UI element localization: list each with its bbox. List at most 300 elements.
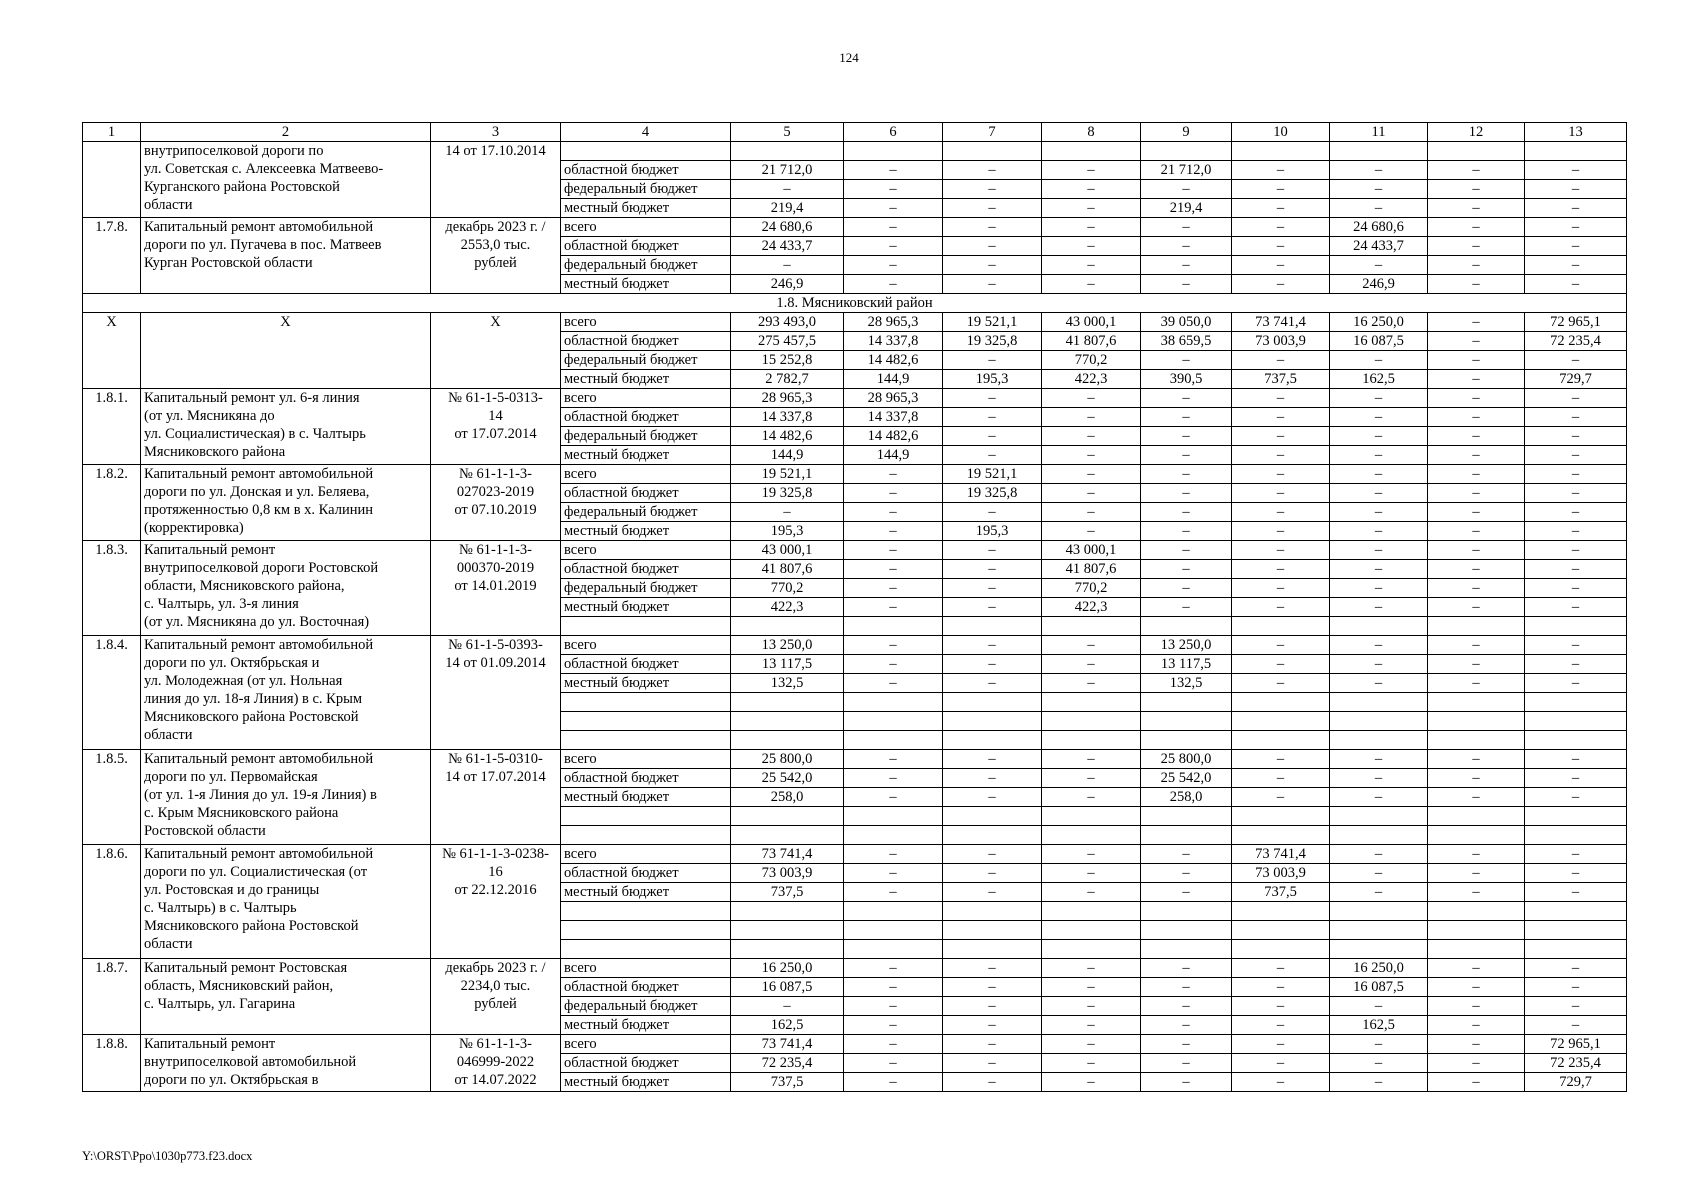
amount-cell: –	[1428, 522, 1525, 541]
amount-cell: 258,0	[731, 788, 844, 807]
amount-cell: –	[1330, 446, 1428, 465]
amount-cell: –	[1232, 655, 1330, 674]
amount-cell: –	[1330, 484, 1428, 503]
amount-cell	[1428, 940, 1525, 959]
amount-cell: –	[943, 1016, 1042, 1035]
amount-cell: –	[1525, 446, 1627, 465]
object-name-cell: Капитальный ремонт автомобильной дороги по ул. Октябрьская и ул. Молодежная (от ул. Нольная линия до ул. 18-я Линия) в с. Крым Мясниковского района Ростовской области	[141, 636, 431, 750]
document-cell: № 61-1-1-3- 027023-2019 от 07.10.2019	[431, 465, 561, 541]
amount-cell	[731, 617, 844, 636]
amount-cell	[731, 902, 844, 921]
amount-cell: 72 965,1	[1525, 1035, 1627, 1054]
amount-cell	[1525, 693, 1627, 712]
amount-cell: –	[943, 446, 1042, 465]
amount-cell: 19 325,8	[943, 332, 1042, 351]
amount-cell: 24 680,6	[1330, 218, 1428, 237]
amount-cell	[1141, 807, 1232, 826]
amount-cell: 19 521,1	[943, 313, 1042, 332]
amount-cell: –	[943, 408, 1042, 427]
budget-source-cell: федеральный бюджет	[561, 997, 731, 1016]
amount-cell: 14 482,6	[844, 351, 943, 370]
amount-cell: –	[1428, 465, 1525, 484]
object-name-cell: Капитальный ремонт внутрипоселковой автомобильной дороги по ул. Октябрьская в	[141, 1035, 431, 1092]
budget-source-cell: всего	[561, 541, 731, 560]
amount-cell	[1232, 940, 1330, 959]
amount-cell: –	[1330, 579, 1428, 598]
amount-cell: –	[844, 560, 943, 579]
amount-cell: –	[943, 389, 1042, 408]
amount-cell: –	[1141, 465, 1232, 484]
amount-cell	[844, 731, 943, 750]
amount-cell	[1428, 712, 1525, 731]
amount-cell: 195,3	[943, 522, 1042, 541]
header-cell: 12	[1428, 123, 1525, 142]
amount-cell: –	[1330, 256, 1428, 275]
amount-cell	[1428, 142, 1525, 161]
amount-cell: 25 542,0	[731, 769, 844, 788]
amount-cell: –	[943, 788, 1042, 807]
amount-cell: –	[1042, 636, 1141, 655]
budget-source-cell	[561, 921, 731, 940]
table-row	[83, 389, 1627, 408]
budget-source-cell: областной бюджет	[561, 332, 731, 351]
amount-cell: 737,5	[731, 883, 844, 902]
amount-cell: –	[1525, 750, 1627, 769]
header-row	[83, 123, 1627, 142]
amount-cell: –	[844, 1054, 943, 1073]
amount-cell: 275 457,5	[731, 332, 844, 351]
amount-cell: –	[1525, 427, 1627, 446]
amount-cell: 219,4	[1141, 199, 1232, 218]
budget-source-cell: местный бюджет	[561, 883, 731, 902]
amount-cell: –	[1428, 1035, 1525, 1054]
amount-cell	[1232, 693, 1330, 712]
amount-cell: 16 250,0	[1330, 313, 1428, 332]
budget-source-cell: федеральный бюджет	[561, 427, 731, 446]
budget-source-cell: федеральный бюджет	[561, 503, 731, 522]
amount-cell: –	[1525, 788, 1627, 807]
amount-cell: 2 782,7	[731, 370, 844, 389]
amount-cell: –	[1428, 883, 1525, 902]
amount-cell: 422,3	[1042, 598, 1141, 617]
amount-cell: –	[943, 579, 1042, 598]
amount-cell: 737,5	[731, 1073, 844, 1092]
amount-cell: 72 965,1	[1525, 313, 1627, 332]
row-number-cell: 1.8.6.	[83, 845, 141, 959]
amount-cell: –	[1141, 218, 1232, 237]
amount-cell: –	[1428, 332, 1525, 351]
row-number-cell: 1.8.8.	[83, 1035, 141, 1092]
amount-cell: –	[1428, 1016, 1525, 1035]
amount-cell: –	[844, 769, 943, 788]
amount-cell: 16 250,0	[731, 959, 844, 978]
amount-cell: –	[1141, 351, 1232, 370]
amount-cell: –	[1042, 845, 1141, 864]
amount-cell: –	[844, 484, 943, 503]
header-cell: 10	[1232, 123, 1330, 142]
amount-cell: –	[943, 199, 1042, 218]
amount-cell: –	[1042, 1035, 1141, 1054]
amount-cell	[943, 731, 1042, 750]
amount-cell: –	[844, 199, 943, 218]
amount-cell: –	[1042, 997, 1141, 1016]
amount-cell: –	[943, 769, 1042, 788]
amount-cell: –	[1232, 997, 1330, 1016]
header-cell: 11	[1330, 123, 1428, 142]
amount-cell: –	[844, 864, 943, 883]
amount-cell: –	[943, 750, 1042, 769]
amount-cell: –	[844, 1035, 943, 1054]
amount-cell	[1232, 826, 1330, 845]
table-body	[83, 142, 1627, 1092]
amount-cell: –	[1232, 427, 1330, 446]
document-cell: декабрь 2023 г. / 2234,0 тыс. рублей	[431, 959, 561, 1035]
amount-cell: 770,2	[1042, 351, 1141, 370]
amount-cell: –	[1141, 978, 1232, 997]
amount-cell	[1232, 142, 1330, 161]
amount-cell: 43 000,1	[1042, 313, 1141, 332]
budget-source-cell: всего	[561, 218, 731, 237]
budget-source-cell: местный бюджет	[561, 1073, 731, 1092]
amount-cell: –	[1330, 1035, 1428, 1054]
amount-cell: –	[1141, 389, 1232, 408]
amount-cell: –	[844, 598, 943, 617]
table-row	[83, 465, 1627, 484]
amount-cell: –	[1141, 408, 1232, 427]
budget-source-cell: местный бюджет	[561, 522, 731, 541]
amount-cell	[1141, 902, 1232, 921]
table-row	[83, 959, 1627, 978]
amount-cell: –	[731, 503, 844, 522]
amount-cell: –	[943, 503, 1042, 522]
amount-cell	[1042, 731, 1141, 750]
amount-cell: –	[1232, 180, 1330, 199]
budget-source-cell: областной бюджет	[561, 864, 731, 883]
amount-cell: 41 807,6	[1042, 560, 1141, 579]
amount-cell: –	[1525, 560, 1627, 579]
budget-source-cell	[561, 940, 731, 959]
amount-cell	[844, 617, 943, 636]
amount-cell: 195,3	[731, 522, 844, 541]
amount-cell	[1330, 142, 1428, 161]
amount-cell: –	[1042, 180, 1141, 199]
budget-source-cell	[561, 826, 731, 845]
amount-cell	[1330, 807, 1428, 826]
amount-cell: –	[844, 636, 943, 655]
header-cell: 5	[731, 123, 844, 142]
amount-cell: –	[1141, 503, 1232, 522]
amount-cell: –	[1428, 541, 1525, 560]
amount-cell: –	[844, 579, 943, 598]
amount-cell: 19 521,1	[943, 465, 1042, 484]
amount-cell: –	[1232, 1073, 1330, 1092]
amount-cell: –	[1141, 427, 1232, 446]
amount-cell: –	[1042, 1016, 1141, 1035]
amount-cell: 19 521,1	[731, 465, 844, 484]
amount-cell	[1042, 712, 1141, 731]
amount-cell	[1141, 940, 1232, 959]
row-number-cell: 1.8.1.	[83, 389, 141, 465]
budget-source-cell: областной бюджет	[561, 1054, 731, 1073]
amount-cell	[1232, 731, 1330, 750]
amount-cell: –	[844, 845, 943, 864]
amount-cell: –	[1525, 978, 1627, 997]
amount-cell: 72 235,4	[1525, 332, 1627, 351]
amount-cell: –	[1330, 465, 1428, 484]
amount-cell: –	[1428, 598, 1525, 617]
amount-cell: –	[1042, 503, 1141, 522]
amount-cell	[1428, 807, 1525, 826]
footer-file-path: Y:\ORST\Ppo\1030p773.f23.docx	[82, 1149, 253, 1163]
amount-cell: –	[1042, 199, 1141, 218]
amount-cell: –	[1525, 161, 1627, 180]
amount-cell: 195,3	[943, 370, 1042, 389]
amount-cell	[1330, 731, 1428, 750]
amount-cell: –	[1141, 541, 1232, 560]
amount-cell: –	[1042, 959, 1141, 978]
amount-cell: 16 087,5	[1330, 978, 1428, 997]
budget-source-cell	[561, 712, 731, 731]
amount-cell	[1330, 921, 1428, 940]
amount-cell: –	[1232, 598, 1330, 617]
amount-cell: –	[1141, 864, 1232, 883]
amount-cell: –	[943, 541, 1042, 560]
header-cell: 13	[1525, 123, 1627, 142]
table-row	[83, 1035, 1627, 1054]
amount-cell: –	[1428, 427, 1525, 446]
amount-cell: –	[943, 845, 1042, 864]
amount-cell: –	[1042, 655, 1141, 674]
amount-cell: 13 117,5	[1141, 655, 1232, 674]
budget-table	[82, 122, 1627, 1092]
table-row	[83, 750, 1627, 769]
amount-cell: –	[844, 237, 943, 256]
amount-cell: –	[1042, 864, 1141, 883]
amount-cell: 13 250,0	[731, 636, 844, 655]
amount-cell: 293 493,0	[731, 313, 844, 332]
header-cell: 3	[431, 123, 561, 142]
amount-cell: –	[1232, 769, 1330, 788]
amount-cell: 246,9	[731, 275, 844, 294]
amount-cell: –	[1525, 541, 1627, 560]
amount-cell: –	[1330, 788, 1428, 807]
amount-cell: –	[1525, 959, 1627, 978]
amount-cell: –	[1141, 237, 1232, 256]
object-name-cell: Капитальный ремонт автомобильной дороги по ул. Социалистическая (от ул. Ростовская и до границы с. Чалтырь) в с. Чалтырь Мясниковского района Ростовской области	[141, 845, 431, 959]
amount-cell	[731, 940, 844, 959]
amount-cell: –	[1428, 237, 1525, 256]
amount-cell	[1428, 902, 1525, 921]
amount-cell: –	[943, 218, 1042, 237]
amount-cell: –	[1042, 237, 1141, 256]
object-name-cell: Капитальный ремонт автомобильной дороги по ул. Первомайская (от ул. 1-я Линия до ул. 19-я Линия) в с. Крым Мясниковского района Ростовской области	[141, 750, 431, 845]
amount-cell: –	[943, 161, 1042, 180]
amount-cell: 16 250,0	[1330, 959, 1428, 978]
amount-cell: 390,5	[1141, 370, 1232, 389]
amount-cell	[1232, 712, 1330, 731]
amount-cell	[844, 826, 943, 845]
amount-cell: –	[1428, 560, 1525, 579]
amount-cell: –	[943, 275, 1042, 294]
amount-cell: –	[1232, 1016, 1330, 1035]
budget-source-cell: областной бюджет	[561, 484, 731, 503]
table-row	[83, 636, 1627, 655]
amount-cell: –	[1141, 598, 1232, 617]
amount-cell: –	[943, 256, 1042, 275]
amount-cell: 41 807,6	[731, 560, 844, 579]
amount-cell	[943, 921, 1042, 940]
amount-cell: –	[1525, 199, 1627, 218]
amount-cell: –	[1141, 275, 1232, 294]
row-number-cell: X	[83, 313, 141, 389]
amount-cell	[1525, 142, 1627, 161]
amount-cell: –	[1525, 218, 1627, 237]
amount-cell: –	[1525, 237, 1627, 256]
amount-cell: –	[1525, 256, 1627, 275]
amount-cell	[1141, 731, 1232, 750]
document-cell: № 61-1-5-0310- 14 от 17.07.2014	[431, 750, 561, 845]
amount-cell	[1141, 142, 1232, 161]
budget-source-cell	[561, 693, 731, 712]
amount-cell: –	[1232, 541, 1330, 560]
amount-cell: –	[1042, 674, 1141, 693]
amount-cell: –	[844, 1016, 943, 1035]
amount-cell	[731, 826, 844, 845]
amount-cell: –	[1428, 199, 1525, 218]
amount-cell: 737,5	[1232, 370, 1330, 389]
amount-cell: –	[1232, 389, 1330, 408]
amount-cell: –	[1232, 978, 1330, 997]
amount-cell: –	[1141, 845, 1232, 864]
amount-cell: –	[1232, 218, 1330, 237]
amount-cell	[731, 712, 844, 731]
amount-cell: –	[1232, 237, 1330, 256]
amount-cell: –	[1525, 351, 1627, 370]
amount-cell: –	[1232, 636, 1330, 655]
object-name-cell: Капитальный ремонт автомобильной дороги по ул. Донская и ул. Беляева, протяженностью 0,8 км в х. Калинин (корректировка)	[141, 465, 431, 541]
row-number-cell: 1.8.7.	[83, 959, 141, 1035]
amount-cell: –	[1042, 750, 1141, 769]
amount-cell: –	[943, 1073, 1042, 1092]
amount-cell: –	[1330, 199, 1428, 218]
amount-cell: 28 965,3	[731, 389, 844, 408]
amount-cell: –	[1042, 484, 1141, 503]
amount-cell: –	[1042, 978, 1141, 997]
amount-cell	[1042, 807, 1141, 826]
amount-cell	[1525, 617, 1627, 636]
budget-source-cell	[561, 617, 731, 636]
amount-cell: 246,9	[1330, 275, 1428, 294]
document-cell: № 61-1-5-0313- 14 от 17.07.2014	[431, 389, 561, 465]
table-row	[83, 218, 1627, 237]
amount-cell	[1042, 142, 1141, 161]
amount-cell: –	[1330, 750, 1428, 769]
object-name-cell: Капитальный ремонт ул. 6-я линия (от ул. Мясникяна до ул. Социалистическая) в с. Чалтырь Мясниковского района	[141, 389, 431, 465]
amount-cell: –	[1330, 1054, 1428, 1073]
amount-cell: –	[1525, 655, 1627, 674]
amount-cell: –	[1042, 788, 1141, 807]
amount-cell: –	[1330, 560, 1428, 579]
amount-cell: 162,5	[1330, 370, 1428, 389]
amount-cell: –	[1042, 446, 1141, 465]
budget-source-cell: всего	[561, 465, 731, 484]
amount-cell: 24 680,6	[731, 218, 844, 237]
amount-cell: –	[1232, 275, 1330, 294]
amount-cell	[1525, 712, 1627, 731]
amount-cell: 14 337,8	[844, 408, 943, 427]
amount-cell: –	[1232, 788, 1330, 807]
amount-cell: 258,0	[1141, 788, 1232, 807]
amount-cell: 19 325,8	[943, 484, 1042, 503]
amount-cell: –	[844, 788, 943, 807]
budget-source-cell: федеральный бюджет	[561, 256, 731, 275]
amount-cell: –	[943, 959, 1042, 978]
amount-cell: 73 003,9	[1232, 332, 1330, 351]
amount-cell	[1042, 921, 1141, 940]
amount-cell: –	[1525, 636, 1627, 655]
amount-cell: –	[844, 218, 943, 237]
amount-cell	[1232, 921, 1330, 940]
amount-cell	[1525, 940, 1627, 959]
amount-cell: –	[1232, 560, 1330, 579]
amount-cell	[844, 902, 943, 921]
amount-cell	[943, 940, 1042, 959]
amount-cell: –	[1232, 161, 1330, 180]
amount-cell	[1141, 693, 1232, 712]
amount-cell: –	[943, 674, 1042, 693]
budget-source-cell: местный бюджет	[561, 674, 731, 693]
amount-cell: –	[1141, 484, 1232, 503]
amount-cell: 38 659,5	[1141, 332, 1232, 351]
amount-cell: 422,3	[1042, 370, 1141, 389]
amount-cell: 14 482,6	[844, 427, 943, 446]
object-name-cell: X	[141, 313, 431, 389]
amount-cell: –	[844, 522, 943, 541]
amount-cell: –	[844, 503, 943, 522]
amount-cell	[1042, 826, 1141, 845]
amount-cell: –	[1525, 769, 1627, 788]
header-cell: 2	[141, 123, 431, 142]
amount-cell: 132,5	[1141, 674, 1232, 693]
page-number: 124	[839, 50, 859, 65]
budget-source-cell: областной бюджет	[561, 769, 731, 788]
amount-cell: –	[943, 560, 1042, 579]
amount-cell: –	[1428, 408, 1525, 427]
amount-cell: –	[1141, 522, 1232, 541]
amount-cell: –	[1232, 674, 1330, 693]
amount-cell: –	[1232, 408, 1330, 427]
amount-cell: –	[1232, 465, 1330, 484]
amount-cell: 25 542,0	[1141, 769, 1232, 788]
amount-cell: –	[1141, 959, 1232, 978]
amount-cell	[1330, 902, 1428, 921]
budget-source-cell: областной бюджет	[561, 560, 731, 579]
amount-cell: –	[943, 636, 1042, 655]
amount-cell: –	[1330, 408, 1428, 427]
amount-cell	[844, 693, 943, 712]
amount-cell	[1525, 826, 1627, 845]
amount-cell: –	[943, 1054, 1042, 1073]
amount-cell: 770,2	[1042, 579, 1141, 598]
amount-cell: –	[1042, 1073, 1141, 1092]
amount-cell: –	[1232, 750, 1330, 769]
amount-cell: 14 337,8	[844, 332, 943, 351]
amount-cell: 73 741,4	[1232, 845, 1330, 864]
amount-cell: –	[1042, 161, 1141, 180]
amount-cell: –	[1141, 1054, 1232, 1073]
amount-cell	[844, 921, 943, 940]
document-cell: № 61-1-5-0393- 14 от 01.09.2014	[431, 636, 561, 750]
